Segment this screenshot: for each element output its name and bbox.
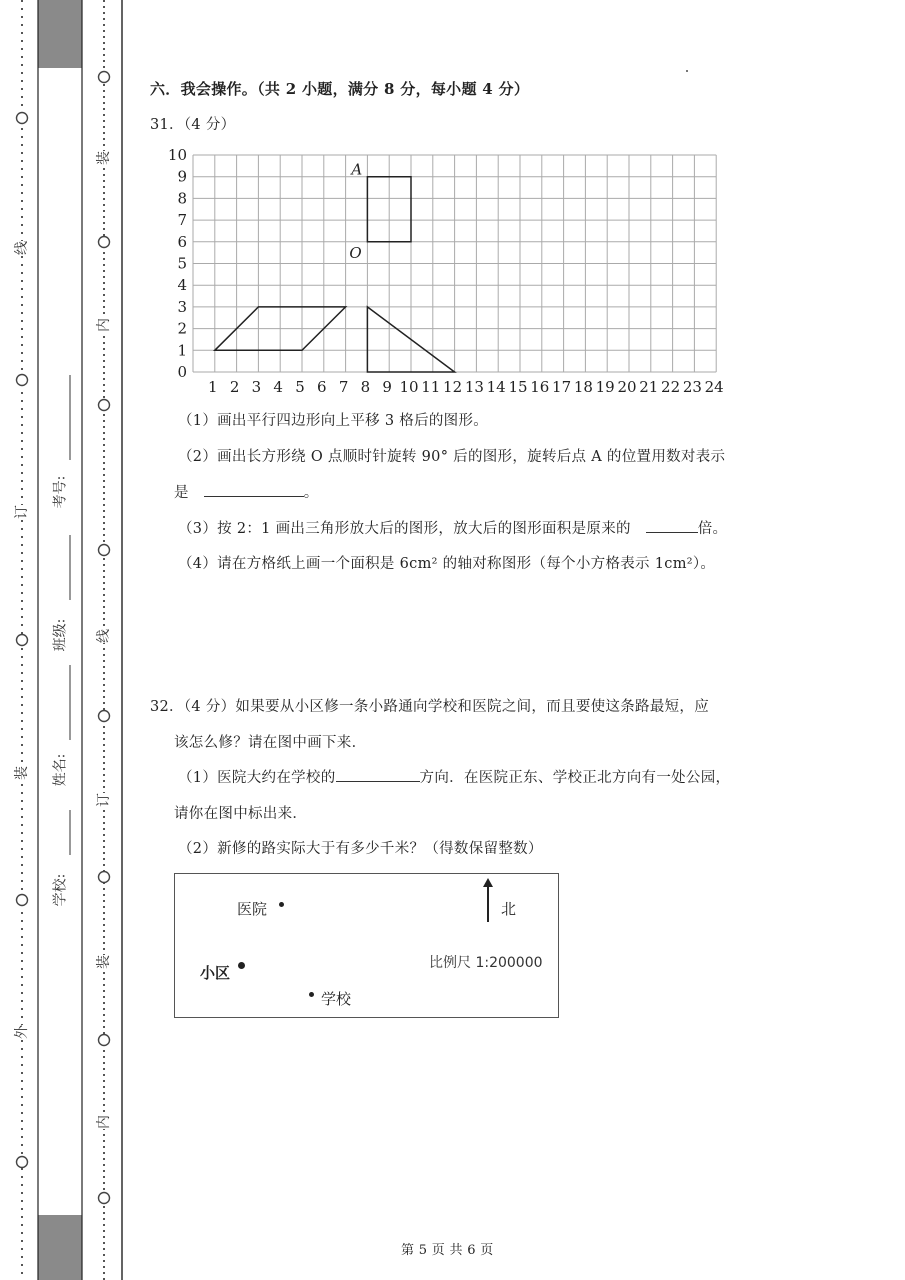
field-exam-number: 考号: (52, 475, 69, 509)
y-tick-label: 10 (167, 146, 187, 164)
x-tick-label: 21 (639, 378, 659, 395)
q31-answer-blank-ratio[interactable] (646, 532, 698, 533)
outer-mark: 线 (11, 241, 31, 255)
q31-item-2-end: 。 (303, 485, 319, 501)
x-tick-label: 16 (530, 378, 550, 395)
x-tick-label: 9 (382, 378, 392, 395)
x-tick-label: 4 (273, 378, 283, 395)
y-tick-label: 7 (177, 211, 187, 230)
q31-header: 31．（4 分） (150, 117, 236, 133)
y-tick-label: 8 (177, 189, 187, 208)
map-school-dot (309, 992, 314, 997)
map-scale: 比例尺 1:200000 (429, 955, 543, 971)
map-community-label: 小区 (200, 964, 231, 982)
y-tick-label: 4 (177, 276, 187, 295)
q32-line-2: 该怎么修？请在图中画下来． (174, 735, 367, 751)
x-tick-label: 24 (704, 378, 724, 395)
x-tick-label: 1 (208, 378, 218, 395)
x-tick-label: 10 (399, 378, 419, 395)
inner-mark: 装 (93, 955, 113, 969)
field-name: 姓名: (52, 753, 69, 787)
q31-item-1: （1）画出平行四边形向上平移 3 格后的图形。 (178, 413, 489, 429)
y-tick-label: 0 (177, 363, 187, 381)
q31-item-3-text: （3）按 2：1 画出三角形放大后的图形，放大后的图形面积是原来的 (178, 521, 631, 537)
x-tick-label: 7 (338, 378, 349, 395)
x-tick-label: 8 (360, 378, 371, 395)
x-tick-label: 11 (421, 378, 441, 395)
q31-item-3 (178, 517, 727, 538)
label-point-a: A (351, 160, 363, 179)
y-tick-label: 3 (177, 297, 187, 316)
q32-item-2: （2）新修的路实际大于有多少千米？（得数保留整数） (178, 841, 543, 857)
q32-item-1-text-2: 方向．在医院正东、学校正北方向有一处公园， (419, 770, 731, 786)
q31-item-4: （4）请在方格纸上画一个面积是 6cm² 的轴对称图形（每个小方格表示 1cm²）。 (178, 556, 716, 572)
x-tick-label: 20 (617, 378, 637, 395)
q32-item-1 (178, 766, 730, 787)
field-class: 班级: (52, 618, 69, 652)
outer-mark: 外 (11, 1025, 31, 1039)
x-tick-label: 3 (251, 378, 262, 395)
x-tick-label: 23 (682, 378, 702, 395)
q31-item-3-end: 倍。 (697, 521, 728, 537)
x-tick-label: 6 (317, 378, 327, 395)
y-tick-label: 5 (177, 254, 187, 273)
q32-item-1-cont: 请你在图中标出来． (174, 806, 308, 822)
section-title: 六．我会操作。（共 2 小题，满分 8 分，每小题 4 分） (150, 80, 530, 98)
inner-mark: 订 (93, 793, 113, 807)
x-tick-label: 15 (508, 378, 528, 395)
x-tick-label: 5 (295, 378, 305, 395)
x-tick-label: 2 (229, 378, 240, 395)
y-tick-label: 2 (177, 319, 187, 338)
q31-answer-blank-coordinate[interactable] (204, 496, 304, 497)
north-arrow-icon (480, 876, 500, 926)
map-school-label: 学校 (321, 990, 352, 1008)
x-tick-label: 19 (595, 378, 615, 395)
q31-item-2-cont (174, 481, 319, 502)
x-tick-label: 22 (661, 378, 681, 395)
x-tick-label: 13 (464, 378, 484, 395)
inner-mark: 内 (93, 318, 113, 332)
q32-answer-blank-direction[interactable] (336, 781, 420, 782)
x-tick-label: 12 (443, 378, 463, 395)
y-tick-label: 1 (177, 341, 187, 360)
field-school: 学校: (52, 873, 69, 907)
y-tick-label: 9 (177, 167, 187, 186)
speck (686, 70, 688, 72)
outer-mark: 订 (11, 505, 31, 519)
q32-map (174, 873, 559, 1018)
page-footer: 第 5 页 共 6 页 (401, 1243, 494, 1258)
x-tick-label: 17 (552, 378, 572, 395)
map-community-dot (238, 962, 245, 969)
q31-item-2-is: 是 (174, 485, 189, 501)
inner-mark: 装 (93, 151, 113, 165)
map-north-label: 北 (501, 900, 517, 918)
inner-mark: 内 (93, 1115, 113, 1129)
x-tick-label: 14 (486, 378, 506, 395)
q31-item-2: （2）画出长方形绕 O 点顺时针旋转 90° 后的图形，旋转后点 A 的位置用数对表示 (178, 449, 726, 465)
inner-mark: 线 (93, 629, 113, 643)
q32-item-1-text: （1）医院大约在学校的 (178, 770, 336, 786)
q31-grid (160, 140, 740, 395)
x-tick-label: 18 (573, 378, 593, 395)
map-hospital-label: 医院 (237, 900, 268, 918)
outer-mark: 装 (11, 766, 31, 780)
map-hospital-dot (279, 902, 284, 907)
binding-strip (0, 0, 125, 1280)
y-tick-label: 6 (177, 232, 187, 251)
q32-line-1: 32．（4 分）如果要从小区修一条小路通向学校和医院之间，而且要使这条路最短，应 (150, 699, 710, 715)
label-point-o: O (349, 243, 362, 262)
